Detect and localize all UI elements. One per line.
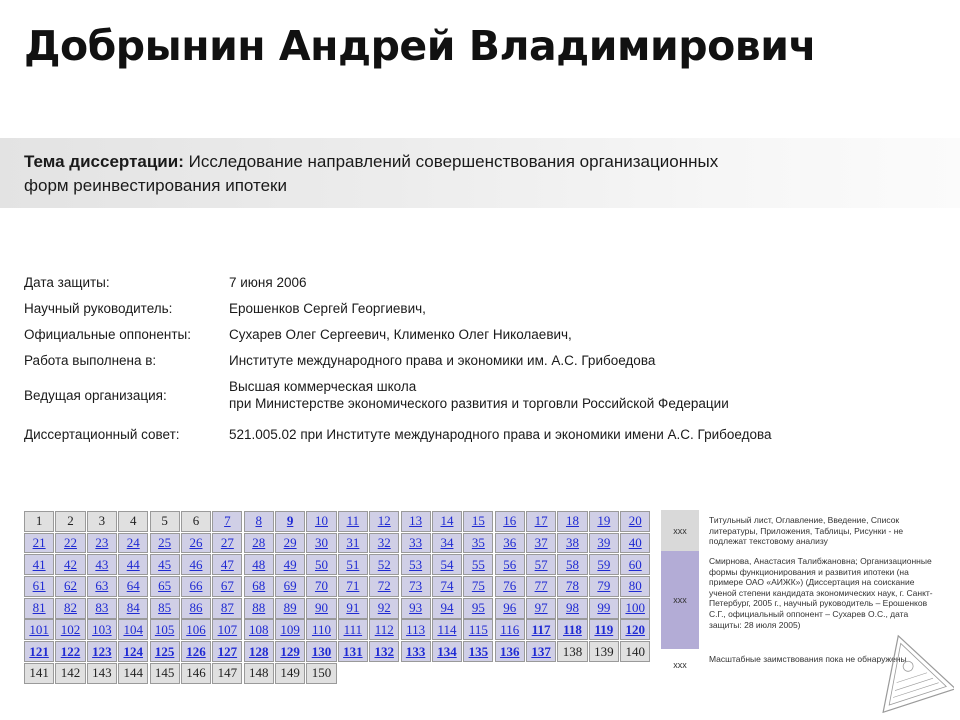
page-cell-67[interactable]: 67 [212,576,242,597]
page-cell-64[interactable]: 64 [118,576,148,597]
page-cell-117[interactable]: 117 [526,619,556,640]
page-cell-27[interactable]: 27 [212,533,242,554]
page-cell-19[interactable]: 19 [589,511,619,532]
page-cell-12[interactable]: 12 [369,511,399,532]
page-cell-79[interactable]: 79 [589,576,619,597]
page-cell-142: 142 [55,663,85,684]
page-cell-32[interactable]: 32 [369,533,399,554]
page-cell-50[interactable]: 50 [306,554,336,575]
page-cell-128[interactable]: 128 [244,641,274,662]
info-value [229,426,924,443]
page-cell-36[interactable]: 36 [495,533,525,554]
page-cell-131[interactable]: 131 [338,641,368,662]
page-cell-34[interactable]: 34 [432,533,462,554]
page-cell-41[interactable]: 41 [24,554,54,575]
page-cell-37[interactable]: 37 [526,533,556,554]
page-cell-105[interactable]: 105 [150,619,180,640]
page-cell-52[interactable]: 52 [369,554,399,575]
page-cell-114[interactable]: 114 [432,619,462,640]
page-cell-136[interactable]: 136 [495,641,525,662]
page-cell-138: 138 [557,641,587,662]
page-cell-69[interactable]: 69 [275,576,305,597]
person-name: Добрынин Андрей Владимирович [24,22,817,70]
page-cell-93[interactable]: 93 [401,598,431,619]
page-cell-38[interactable]: 38 [557,533,587,554]
legend-text: Масштабные заимствования пока не обнаружены [709,654,907,664]
page-cell-148: 148 [244,663,274,684]
page-cell-86[interactable]: 86 [181,598,211,619]
page-cell-1: 1 [24,511,54,532]
page-cell-103[interactable]: 103 [87,619,117,640]
page-cell-111[interactable]: 111 [338,619,368,640]
page-cell-4: 4 [118,511,148,532]
page-cell-106[interactable]: 106 [181,619,211,640]
page-cell-22[interactable]: 22 [55,533,85,554]
page-cell-5: 5 [150,511,180,532]
page-cell-53[interactable]: 53 [401,554,431,575]
page-cell-40[interactable]: 40 [620,533,650,554]
page-cell-102[interactable]: 102 [55,619,85,640]
page-cell-80[interactable]: 80 [620,576,650,597]
page-cell-54[interactable]: 54 [432,554,462,575]
info-row [24,322,924,346]
page-cell-6: 6 [181,511,211,532]
page-cell-96[interactable]: 96 [495,598,525,619]
page-cell-95[interactable]: 95 [463,598,493,619]
page-cell-61[interactable]: 61 [24,576,54,597]
info-value-line: Сухарев Олег Сергеевич, Клименко Олег Николаевич, [229,326,572,342]
page-cell-55[interactable]: 55 [463,554,493,575]
page-cell-109[interactable]: 109 [275,619,305,640]
legend-text: Титульный лист, Оглавление, Введение, Список литературы, Приложения, Таблицы, Рисунки - не подлежат текстовому анализу [709,515,904,547]
legend-mark: xxx [661,649,699,681]
page-cell-145: 145 [150,663,180,684]
page-cell-122[interactable]: 122 [55,641,85,662]
page-cell-112[interactable]: 112 [369,619,399,640]
page-cell-18[interactable]: 18 [557,511,587,532]
page-cell-115[interactable]: 115 [463,619,493,640]
page-cell-99[interactable]: 99 [589,598,619,619]
page-cell-94[interactable]: 94 [432,598,462,619]
info-value [229,378,924,412]
page-cell-14[interactable]: 14 [432,511,462,532]
legend-mark: xxx [661,510,699,551]
page-cell-7[interactable]: 7 [212,511,242,532]
info-value-line: 521.005.02 при Институте международного права и экономики имени А.С. Грибоедова [229,426,772,442]
page-cell-144: 144 [118,663,148,684]
info-row [24,348,924,372]
page-cell-59[interactable]: 59 [589,554,619,575]
info-value-line: Высшая коммерческая школа [229,379,417,394]
page-cell-113[interactable]: 113 [401,619,431,640]
page-cell-134[interactable]: 134 [432,641,462,662]
page-cell-140: 140 [620,641,650,662]
legend-row-excluded [661,510,951,551]
page-cell-139: 139 [589,641,619,662]
page-cell-133[interactable]: 133 [401,641,431,662]
page-cell-83[interactable]: 83 [87,598,117,619]
page-cell-75[interactable]: 75 [463,576,493,597]
page-cell-70[interactable]: 70 [306,576,336,597]
page-cell-82[interactable]: 82 [55,598,85,619]
page-cell-15[interactable]: 15 [463,511,493,532]
info-label: Дата защиты: [24,274,110,290]
page-cell-92[interactable]: 92 [369,598,399,619]
page-cell-68[interactable]: 68 [244,576,274,597]
page-cell-47[interactable]: 47 [212,554,242,575]
page-cell-35[interactable]: 35 [463,533,493,554]
info-row [24,270,924,294]
page-cell-72[interactable]: 72 [369,576,399,597]
page-cell-85[interactable]: 85 [150,598,180,619]
info-value-line: Ерошенков Сергей Георгиевич, [229,300,426,316]
page-cell-74[interactable]: 74 [432,576,462,597]
page-cell-121[interactable]: 121 [24,641,54,662]
page-cell-45[interactable]: 45 [150,554,180,575]
info-value [229,326,924,343]
page-cell-119[interactable]: 119 [589,619,619,640]
info-label: Ведущая организация: [24,387,167,403]
page-cell-123[interactable]: 123 [87,641,117,662]
page-cell-143: 143 [87,663,117,684]
info-value-line: 7 июня 2006 [229,274,307,290]
legend-text: Смирнова, Анастасия Талибжановна; Организационные формы функционирования и развития ипотеки (на примере ОАО «АИЖК») (Диссертация на соискание ученой степени кандидата экономических наук, г. Санкт-Петербург, 2005 г., научный руководитель – Ерошенков С.Г., официальный оппонент – Сухарев О.С., дата защиты: 28 июля 2005) [709,556,933,630]
page-cell-28[interactable]: 28 [244,533,274,554]
page-cell-20[interactable]: 20 [620,511,650,532]
info-value-line: Институте международного права и экономики им. А.С. Грибоедова [229,352,656,368]
page-cell-46[interactable]: 46 [181,554,211,575]
topic-label: Тема диссертации: [24,152,184,171]
page-cell-26[interactable]: 26 [181,533,211,554]
page-cell-51[interactable]: 51 [338,554,368,575]
page-cell-62[interactable]: 62 [55,576,85,597]
info-value [229,274,924,291]
page-cell-42[interactable]: 42 [55,554,85,575]
page-cell-73[interactable]: 73 [401,576,431,597]
page-cell-104[interactable]: 104 [118,619,148,640]
info-label: Научный руководитель: [24,300,173,316]
page-cell-60[interactable]: 60 [620,554,650,575]
page-cell-8[interactable]: 8 [244,511,274,532]
page-cell-98[interactable]: 98 [557,598,587,619]
info-value [229,300,924,317]
page-cell-76[interactable]: 76 [495,576,525,597]
info-value-line: при Министерстве экономического развития и торговли Российской Федерации [229,396,729,411]
topic-text: Исследование направлений совершенствования организационных форм реинвестирования ипотеки [24,152,719,195]
page-cell-130[interactable]: 130 [306,641,336,662]
page-cell-126[interactable]: 126 [181,641,211,662]
page-cell-146: 146 [181,663,211,684]
page-cell-100[interactable]: 100 [620,598,650,619]
info-row [24,422,924,446]
page-cell-65[interactable]: 65 [150,576,180,597]
page-cell-141: 141 [24,663,54,684]
page-cell-132[interactable]: 132 [369,641,399,662]
page-cell-120[interactable]: 120 [620,619,650,640]
page-cell-10[interactable]: 10 [306,511,336,532]
legend-mark: xxx [661,551,699,649]
page-cell-39[interactable]: 39 [589,533,619,554]
page-cell-137[interactable]: 137 [526,641,556,662]
page-cell-63[interactable]: 63 [87,576,117,597]
dissertation-topic [24,150,724,198]
page-cell-48[interactable]: 48 [244,554,274,575]
stamp-logo-icon [866,628,954,716]
page-cell-49[interactable]: 49 [275,554,305,575]
page-cell-29[interactable]: 29 [275,533,305,554]
page-cell-16[interactable]: 16 [495,511,525,532]
page-cell-3: 3 [87,511,117,532]
page-cell-13[interactable]: 13 [401,511,431,532]
page-cell-108[interactable]: 108 [244,619,274,640]
page-cell-97[interactable]: 97 [526,598,556,619]
page-cell-2: 2 [55,511,85,532]
info-row [24,374,924,416]
page-cell-90[interactable]: 90 [306,598,336,619]
page-cell-88[interactable]: 88 [244,598,274,619]
page-cell-107[interactable]: 107 [212,619,242,640]
page-cell-33[interactable]: 33 [401,533,431,554]
page-cell-150: 150 [306,663,336,684]
page-cell-78[interactable]: 78 [557,576,587,597]
page-cell-25[interactable]: 25 [150,533,180,554]
page-cell-91[interactable]: 91 [338,598,368,619]
page-cell-89[interactable]: 89 [275,598,305,619]
page-cell-124[interactable]: 124 [118,641,148,662]
page-cell-21[interactable]: 21 [24,533,54,554]
page-cell-31[interactable]: 31 [338,533,368,554]
info-value [229,352,924,369]
page-cell-44[interactable]: 44 [118,554,148,575]
page-cell-116[interactable]: 116 [495,619,525,640]
page-cell-125[interactable]: 125 [150,641,180,662]
page-cell-110[interactable]: 110 [306,619,336,640]
page-cell-43[interactable]: 43 [87,554,117,575]
page-cell-23[interactable]: 23 [87,533,117,554]
page-cell-135[interactable]: 135 [463,641,493,662]
page-cell-147: 147 [212,663,242,684]
page-cell-56[interactable]: 56 [495,554,525,575]
page-cell-101[interactable]: 101 [24,619,54,640]
page-cell-9[interactable]: 9 [275,511,305,532]
page-cell-11[interactable]: 11 [338,511,368,532]
info-label: Диссертационный совет: [24,426,180,442]
page-cell-84[interactable]: 84 [118,598,148,619]
page-cell-127[interactable]: 127 [212,641,242,662]
page-cell-58[interactable]: 58 [557,554,587,575]
page-cell-30[interactable]: 30 [306,533,336,554]
page-cell-24[interactable]: 24 [118,533,148,554]
info-row [24,296,924,320]
page-cell-118[interactable]: 118 [557,619,587,640]
page-cell-71[interactable]: 71 [338,576,368,597]
page-cell-57[interactable]: 57 [526,554,556,575]
page-cell-81[interactable]: 81 [24,598,54,619]
page-cell-129[interactable]: 129 [275,641,305,662]
page-cell-87[interactable]: 87 [212,598,242,619]
page-cell-77[interactable]: 77 [526,576,556,597]
info-label: Официальные оппоненты: [24,326,191,342]
info-label: Работа выполнена в: [24,352,157,368]
pages-grid [24,511,650,684]
page-cell-149: 149 [275,663,305,684]
page-cell-66[interactable]: 66 [181,576,211,597]
page-cell-17[interactable]: 17 [526,511,556,532]
